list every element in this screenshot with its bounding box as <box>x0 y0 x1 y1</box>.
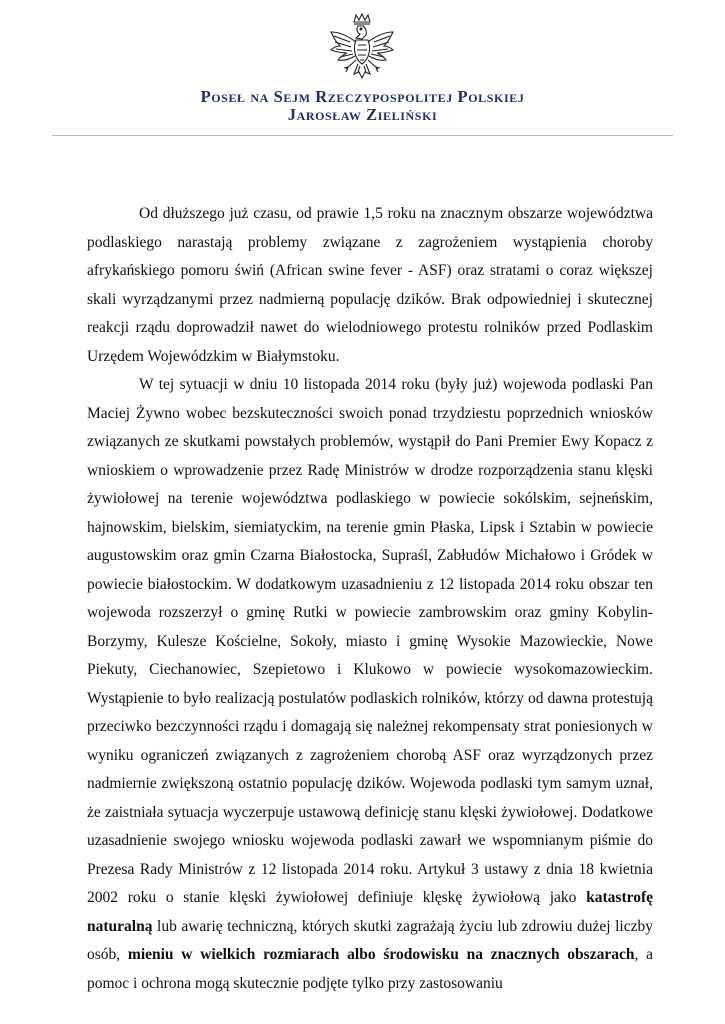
letter-body <box>87 200 653 998</box>
emphasized-text: katastrofę naturalną <box>87 889 653 935</box>
header-title: Poseł na Sejm Rzeczypospolitej Polskiej <box>200 87 525 106</box>
paragraph <box>87 200 653 371</box>
header-divider <box>52 135 673 136</box>
paragraph-text: , a pomoc i ochrona mogą skutecznie podjęte tylko przy zastosowaniu <box>87 946 653 992</box>
header-name: Jarosław Zieliński <box>287 105 438 124</box>
polish-eagle-emblem-icon <box>326 12 398 88</box>
paragraph <box>87 371 653 998</box>
paragraph-text: Od dłuższego już czasu, od prawie 1,5 roku na znacznym obszarze województwa podlaskiego narastają problemy związane z zagrożeniem wystąpienia choroby afrykańskiego pomoru świń (African swine fever - ASF) oraz stratami o coraz większej skali wyrządzanymi przez nadmierną populację dzików. Brak odpowiedniej i skutecznej reakcji rządu doprowadził nawet do wielodniowego protestu rolników przed Podlaskim Urzędem Wojewódzkim w Białymstoku. <box>87 205 653 365</box>
emphasized-text: mieniu w wielkich rozmiarach albo środowisku na znacznych obszarach <box>127 946 635 963</box>
paragraph-text: W tej sytuacji w dniu 10 listopada 2014 roku (były już) wojewoda podlaski Pan Maciej Żywno wobec bezskuteczności swoich ponad trzydziestu poprzednich wniosków związanych ze skutkami powstałych problemów, wystąpił do Pani Premier Ewy Kopacz z wnioskiem o wprowadzenie przez Radę Ministrów w drodze rozporządzenia stanu klęski żywiołowej na terenie województwa podlaskiego w powiecie sokólskim, sejneńskim, hajnowskim, bielskim, siemiatyckim, na terenie gmin Płaska, Lipsk i Sztabin w powiecie augustowskim oraz gmin Czarna Białostocka, Supraśl, Zabłudów Michałowo i Gródek w powiecie białostockim. W dodatkowym uzasadnieniu z 12 listopada 2014 roku obszar ten wojewoda rozszerzył o gminę Rutki w powiecie zambrowskim oraz gminy Kobylin-Borzymy, Kulesze Kościelne, Sokoły, miasto i gminę Wysokie Mazowieckie, Nowe Piekuty, Ciechanowiec, Szepietowo i Klukowo w powiecie wysokomazowieckim. Wystąpienie to było realizacją postulatów podlaskich rolników, którzy od dawna protestują przeciwko bezczynności rządu i domagają się należnej rekompensaty strat poniesionych w wyniku ograniczeń związanych z zagrożeniem chorobą ASF oraz wyrządzonych przez nadmiernie zwiększoną ostatnio populację dzików. Wojewoda podlaski tym samym uznał, że zaistniała sytuacja wyczerpuje ustawową definicję stanu klęski żywiołowej. Dodatkowe uzasadnienie swojego wniosku wojewoda podlaski zawarł we wspomnianym piśmie do Prezesa Rady Ministrów z 12 listopada 2014 roku. Artykuł 3 ustawy z dnia 18 kwietnia 2002 roku o stanie klęski żywiołowej definiuje klęskę żywiołową jako <box>87 376 653 906</box>
paragraph-text: lub awarię techniczną, których skutki zagrażają życiu lub zdrowiu dużej liczby osób, <box>87 917 653 963</box>
